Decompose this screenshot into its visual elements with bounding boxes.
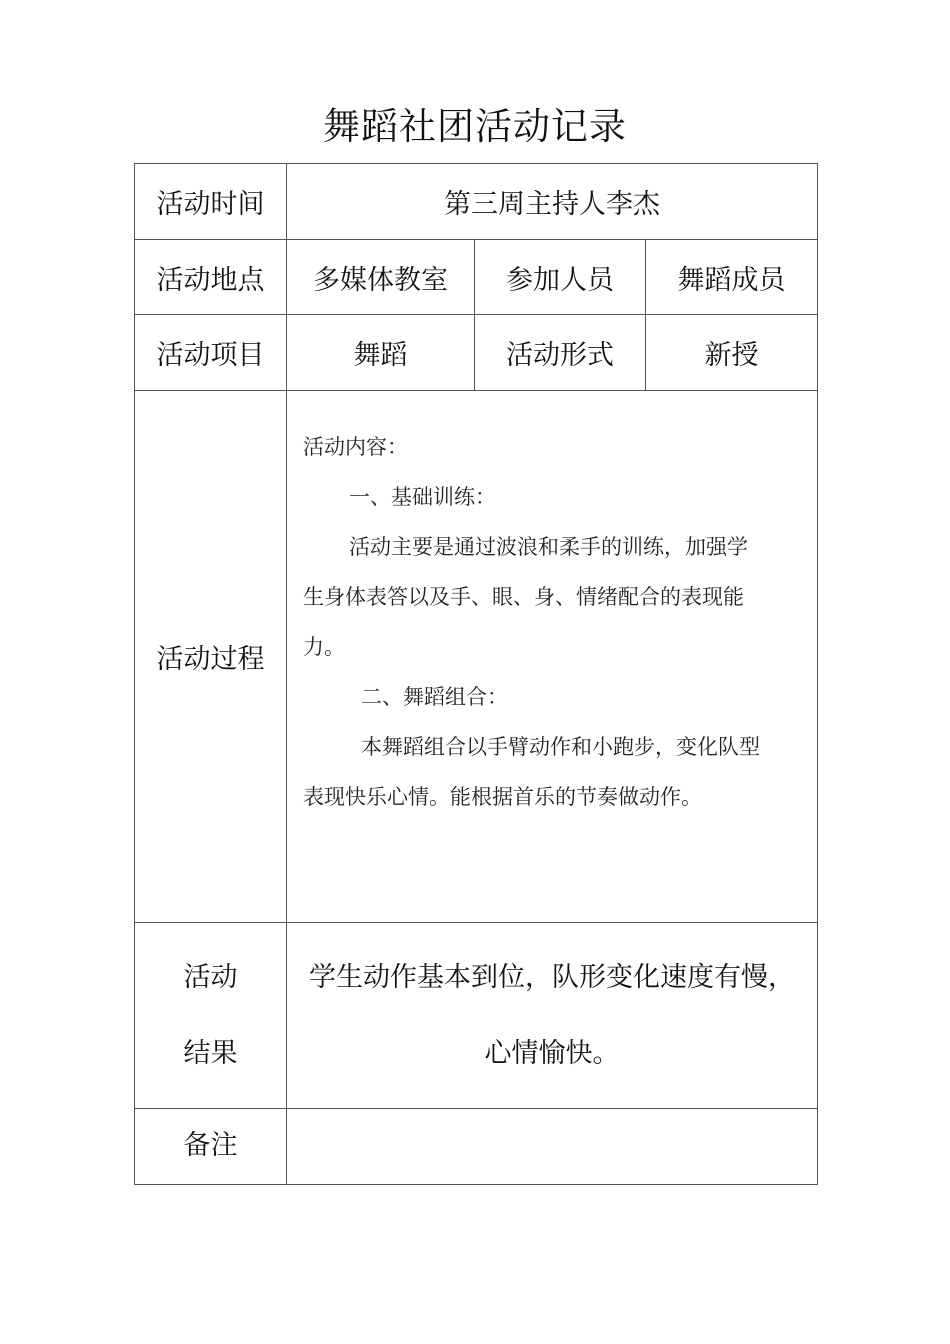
result-line2: 心情愉快。 <box>484 1037 620 1069</box>
label-result <box>135 923 287 1109</box>
process-line: 表现快乐心情。能根据首乐的节奏做动作。 <box>303 785 702 809</box>
row-item <box>135 315 818 391</box>
process-line: 活动主要是通过波浪和柔手的训练，加强学 <box>349 535 748 559</box>
label-remarks: 备注 <box>135 1109 287 1185</box>
process-line: 生身体表答以及手、眼、身、情绪配合的表现能 <box>303 585 744 609</box>
process-line: 活动内容： <box>303 435 408 459</box>
label-result-line1: 活动 <box>183 961 238 993</box>
process-line: 一、基础训练： <box>349 485 496 509</box>
row-result <box>135 923 818 1109</box>
value-participants: 舞蹈成员 <box>646 240 818 315</box>
process-line: 力。 <box>303 635 345 659</box>
process-content <box>287 391 817 822</box>
process-line: 本舞蹈组合以手臂动作和小跑步，变化队型 <box>361 735 760 759</box>
value-result <box>287 923 818 1109</box>
label-result-line2: 结果 <box>183 1037 238 1069</box>
row-place <box>135 240 818 315</box>
value-remarks <box>287 1109 818 1185</box>
row-process <box>135 391 818 923</box>
label-item: 活动项目 <box>135 315 287 391</box>
label-place: 活动地点 <box>135 240 287 315</box>
activity-record-table <box>134 163 818 1185</box>
label-form: 活动形式 <box>475 315 646 391</box>
result-line1: 学生动作基本到位，队形变化速度有慢， <box>309 961 795 993</box>
value-item: 舞蹈 <box>287 315 475 391</box>
value-time: 第三周主持人李杰 <box>287 164 818 240</box>
value-place: 多媒体教室 <box>287 240 475 315</box>
row-remarks <box>135 1109 818 1185</box>
label-process: 活动过程 <box>135 391 287 923</box>
page-title: 舞蹈社团活动记录 <box>323 105 627 148</box>
row-time <box>135 164 818 240</box>
label-participants: 参加人员 <box>475 240 646 315</box>
value-form: 新授 <box>646 315 818 391</box>
value-process <box>287 391 818 923</box>
label-time: 活动时间 <box>135 164 287 240</box>
process-line: 二、舞蹈组合： <box>361 685 508 709</box>
